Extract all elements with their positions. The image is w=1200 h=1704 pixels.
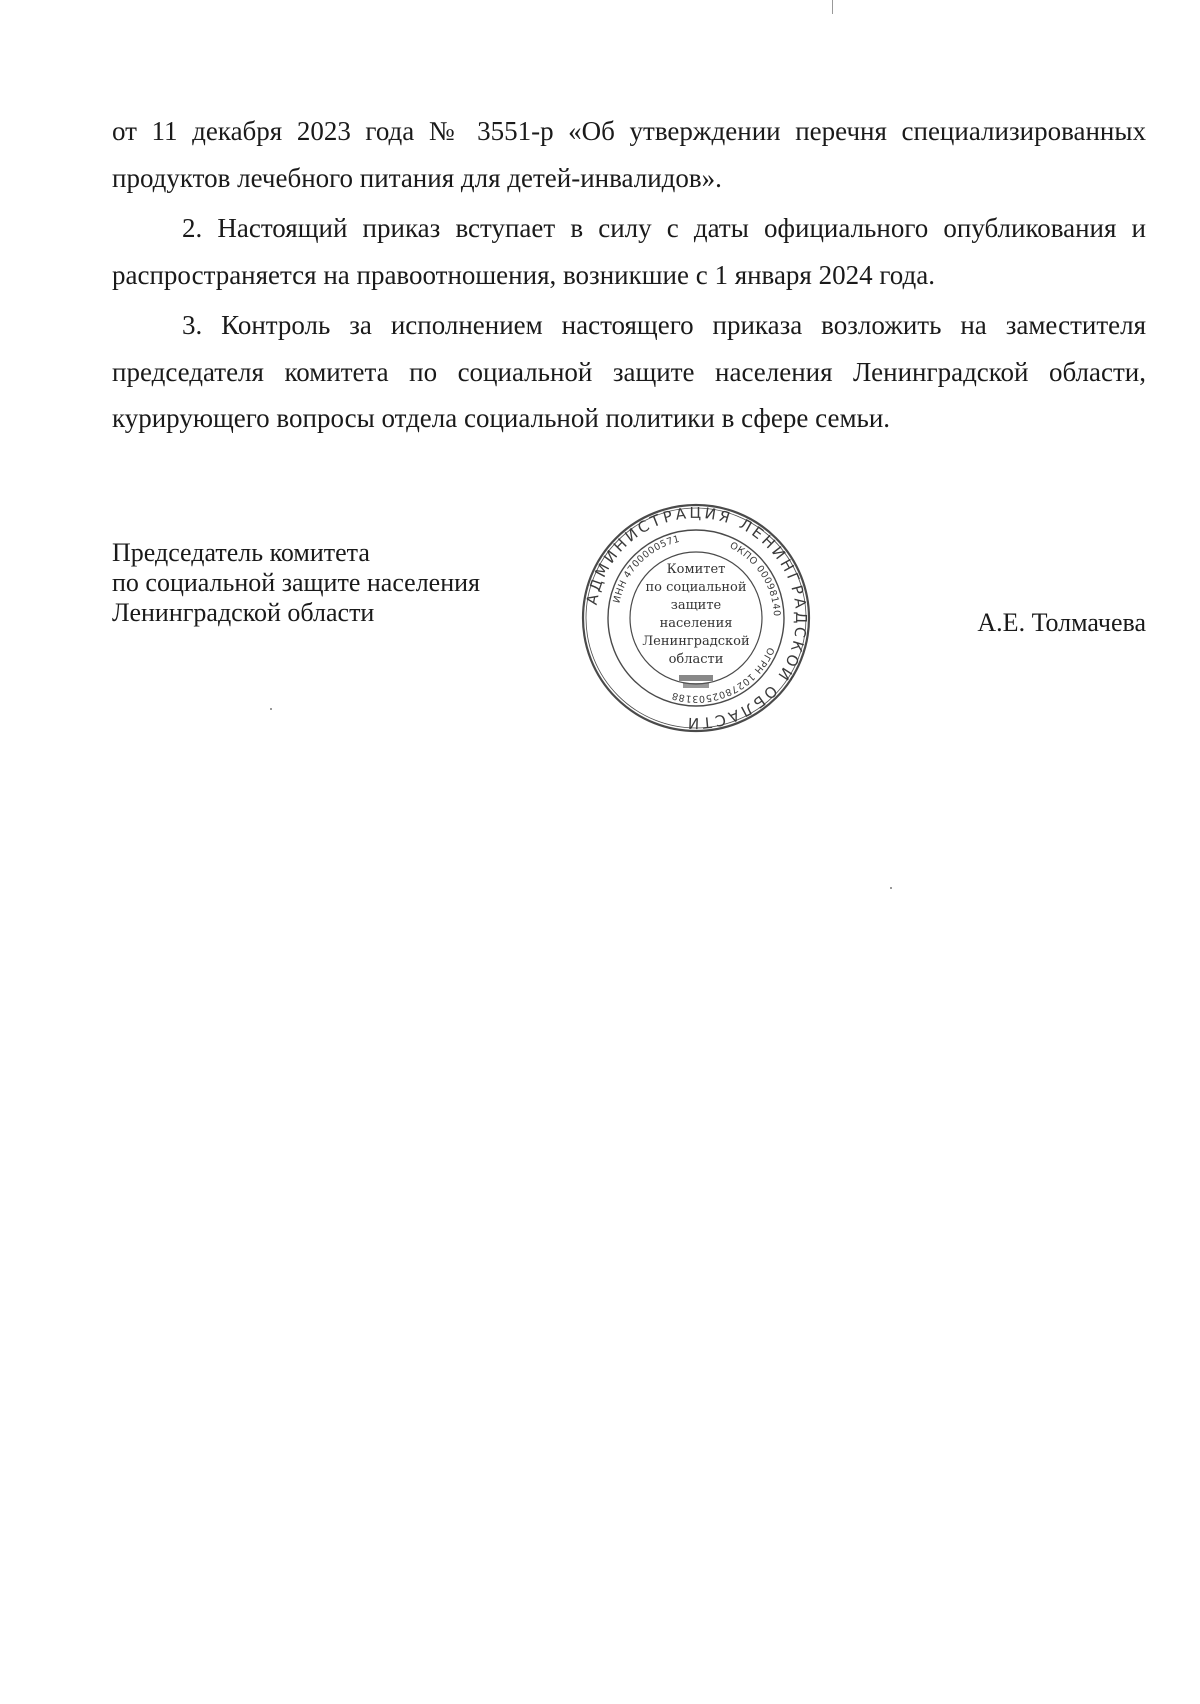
seal-emblem-mark xyxy=(679,675,713,688)
seal-center-line: защите xyxy=(670,598,722,613)
seal-ogrn-text: ОГРН 1027802503188 xyxy=(670,645,776,705)
official-seal-stamp xyxy=(581,503,811,733)
scan-artifact xyxy=(890,887,892,889)
signatory-name: А.Е. Толмачева xyxy=(977,608,1146,637)
document-body xyxy=(112,108,1146,446)
signatory-title-line: по социальной защите населения xyxy=(112,568,481,597)
seal-outer-text: АДМИНИСТРАЦИЯ ЛЕНИНГРАДСКОЙ ОБЛАСТИ xyxy=(582,503,811,733)
seal-inn-text: ИНН 4700000571 xyxy=(611,533,682,605)
paragraph-continuation: от 11 декабря 2023 года № 3551-р «Об утверждении перечня специализированных продуктов лечебного питания для детей-инвалидов». xyxy=(112,116,1146,193)
paragraph-item-3: 3. Контроль за исполнением настоящего приказа возложить на заместителя председателя комитета по социальной защите населения Ленинградской области, курирующего вопросы отдела социальной политики в сфере семьи. xyxy=(112,310,1146,433)
seal-okpo-text: ОКПО 00098140 xyxy=(727,540,783,617)
scan-artifact xyxy=(832,0,833,14)
paragraph-item-2: 2. Настоящий приказ вступает в силу с даты официального опубликования и распространяется на правоотношения, возникшие с 1 января 2024 года. xyxy=(112,213,1146,290)
scan-artifact xyxy=(270,708,272,710)
signatory-title-line: Председатель комитета xyxy=(112,538,370,567)
signatory-title xyxy=(112,538,480,628)
seal-center-line: Ленинградской xyxy=(642,634,750,649)
seal-center-line: области xyxy=(668,652,724,667)
seal-center-line: населения xyxy=(659,616,733,631)
seal-center-line: Комитет xyxy=(666,562,726,577)
signatory-title-line: Ленинградской области xyxy=(112,598,375,627)
seal-center-line: по социальной xyxy=(645,580,747,595)
